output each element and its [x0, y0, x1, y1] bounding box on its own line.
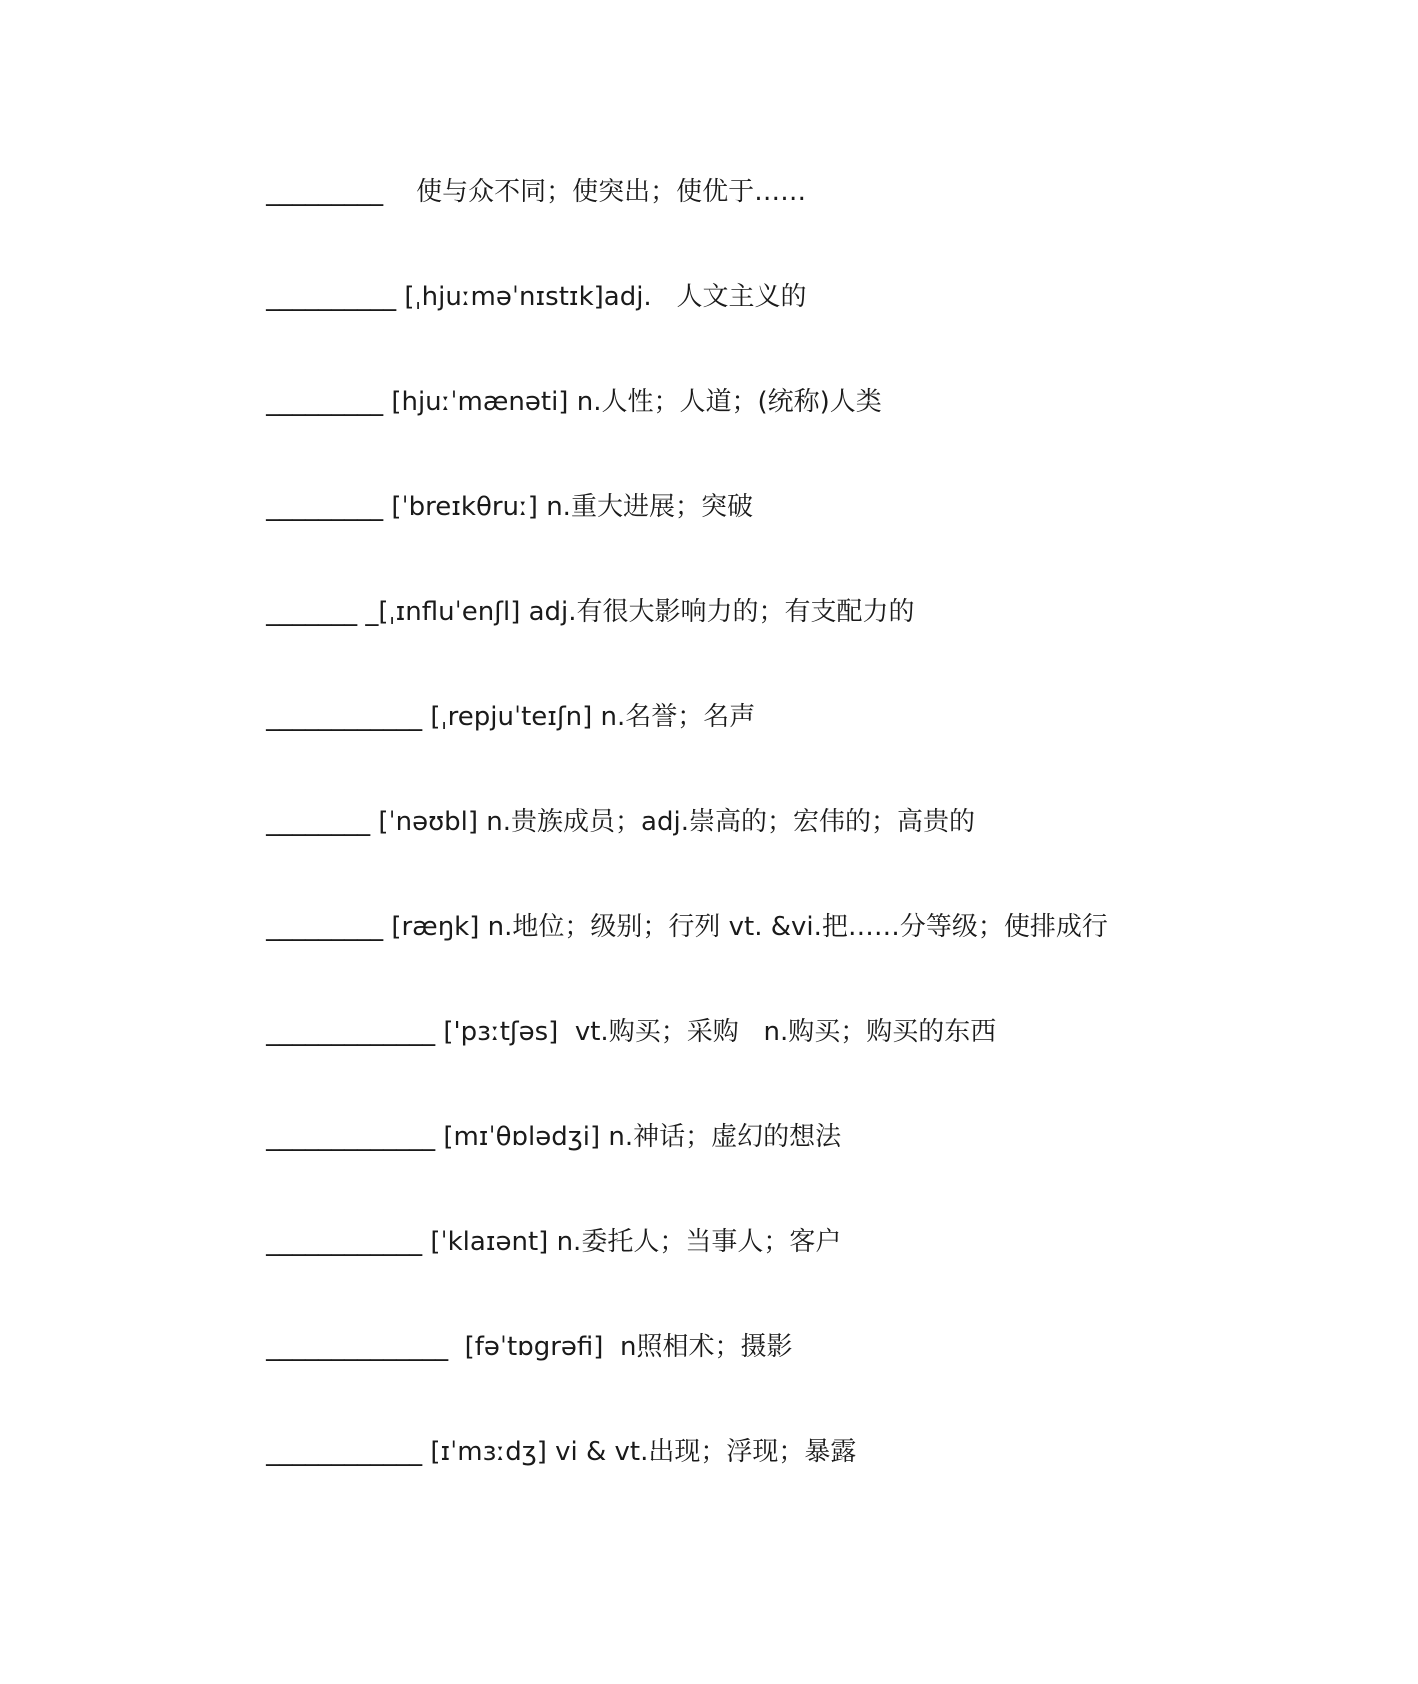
definition-text: [ˈnəʊbl] n.贵族成员；adj.崇高的；宏伟的；高贵的: [370, 807, 975, 837]
fill-blank[interactable]: ____________: [266, 1227, 423, 1257]
definition-text: [ɪˈmɜːdʒ] vi & vt.出现；浮现；暴露: [422, 1437, 857, 1467]
vocab-line-7: [233, 771, 975, 837]
definition-text: [ræŋk] n.地位；级别；行列 vt. &vi.把……分等级；使排成行: [383, 912, 1108, 942]
vocab-line-11: [233, 1191, 842, 1257]
vocab-line-4: [233, 456, 753, 522]
fill-blank[interactable]: _________: [266, 912, 384, 942]
vocab-line-1: [233, 141, 807, 207]
definition-text: _[ˌɪnfluˈenʃl] adj.有很大影响力的；有支配力的: [357, 597, 915, 627]
fill-blank[interactable]: ______________: [266, 1332, 449, 1362]
definition-text: ['pɜːtʃəs] vt.购买；采购 n.购买；购买的东西: [435, 1017, 997, 1047]
vocab-line-10: [233, 1086, 842, 1152]
definition-text: [ˈklaɪənt] n.委托人；当事人；客户: [422, 1227, 842, 1257]
definition-text: [ˌhjuːməˈnɪstɪk]adj. 人文主义的: [396, 282, 807, 312]
fill-blank[interactable]: __________: [266, 282, 397, 312]
fill-blank[interactable]: _________: [266, 177, 384, 207]
fill-blank[interactable]: _________: [266, 387, 384, 417]
fill-blank[interactable]: _______: [266, 597, 358, 627]
definition-text: [mɪˈθɒlədʒi] n.神话；虚幻的想法: [435, 1122, 842, 1152]
definition-text: [ˌrepjuˈteɪʃn] n.名誉；名声: [422, 702, 756, 732]
vocab-line-2: [233, 246, 807, 312]
vocab-line-12: [233, 1296, 793, 1362]
vocab-line-8: [233, 876, 1108, 942]
definition-text: [ˈbreɪkθruː] n.重大进展；突破: [383, 492, 753, 522]
definition-text: 使与众不同；使突出；使优于……: [383, 177, 807, 207]
vocab-line-13: [233, 1401, 857, 1467]
definition-text: [hjuːˈmænəti] n.人性；人道；(统称)人类: [383, 387, 882, 417]
fill-blank[interactable]: ________: [266, 807, 371, 837]
fill-blank[interactable]: ____________: [266, 1437, 423, 1467]
fill-blank[interactable]: _____________: [266, 1017, 436, 1047]
vocab-line-6: [233, 666, 756, 732]
vocab-line-3: [233, 351, 882, 417]
fill-blank[interactable]: _____________: [266, 1122, 436, 1152]
fill-blank[interactable]: _________: [266, 492, 384, 522]
vocab-line-5: [233, 561, 915, 627]
fill-blank[interactable]: ____________: [266, 702, 423, 732]
vocab-line-9: [233, 981, 997, 1047]
definition-text: [fəˈtɒgrəfi] n照相术；摄影: [448, 1332, 793, 1362]
